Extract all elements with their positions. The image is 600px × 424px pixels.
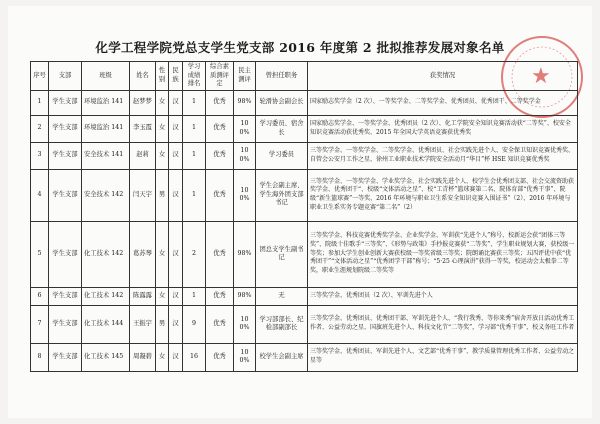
cell-rank: 1	[183, 90, 206, 115]
cell-vote: 100%	[234, 142, 256, 169]
cell-ethnicity: 汉	[169, 221, 183, 287]
cell-role: 学生会副主席、学生海外团支部书记	[256, 169, 308, 221]
table-row	[31, 305, 578, 343]
cell-eval: 优秀	[206, 115, 234, 142]
table-row	[31, 90, 578, 115]
cell-rank: 1	[183, 287, 206, 305]
cell-branch: 学生支部	[49, 305, 82, 343]
cell-name: 赵梦梦	[130, 90, 156, 115]
header-cell: 支部	[49, 62, 82, 91]
cell-no: 3	[31, 142, 49, 169]
cell-ethnicity: 汉	[169, 169, 183, 221]
table-row	[31, 142, 578, 169]
cell-no: 4	[31, 169, 49, 221]
cell-ethnicity: 汉	[169, 343, 183, 371]
table-row	[31, 169, 578, 221]
cell-vote: 100%	[234, 115, 256, 142]
cell-vote: 98%	[234, 221, 256, 287]
header-cell: 姓名	[130, 62, 156, 91]
cell-role: 学习委员	[256, 142, 308, 169]
cell-vote: 100%	[234, 343, 256, 371]
cell-gender: 女	[156, 142, 169, 169]
cell-class: 化工技术 145	[82, 343, 130, 371]
table-row	[31, 343, 578, 371]
document-title: 化学工程学院党总支学生党支部 2016 年度第 2 批拟推荐发展对象名单	[95, 40, 505, 55]
table-row	[31, 287, 578, 305]
cell-class: 安全技术 141	[82, 142, 130, 169]
header-cell: 民主测评	[234, 62, 256, 91]
cell-honors: 国家励志奖学金、一等奖学金、优秀团员（2 次）、化工学院安全知识竞赛活动获“二等奖”、校安全知识竞赛活动获优秀奖、2015 年全国大学英语竞赛获优秀奖	[308, 115, 578, 142]
cell-gender: 女	[156, 90, 169, 115]
cell-honors: 三等奖学金、科技竞赛优秀奖学金、企业奖学金、军训获“先进个人”称号、校新运会获“团体三等奖”、院级十佳歌手“三等奖”、《形势与政策》手抄报竞赛获“二等奖”、学生职业规划大赛，获校级一等奖；参加大学生创业创新大赛获校级一等奖省级三等奖；院朗诵比赛获三等奖；五四评优中获“优秀团干”“文体活动之星”“优秀团学干部”称号；“5·25 心理演讲”获得一等奖，校运动会太极拳二等奖，职业生涯规划院级二等奖等	[308, 221, 578, 287]
cell-branch: 学生支部	[49, 142, 82, 169]
cell-honors: 三等奖学金、优秀团员（2 次）、军训先进个人	[308, 287, 578, 305]
cell-honors: 三等奖学金、一等奖学金、学业奖学金、社会实践先进个人、校学生会优秀团支部、社会交流资助获奖学金、优秀团干“、校级“文体活动之星”、校“工青杯”篮球赛第二名、院体育部“优秀干事”、院级“新生篮球赛”一等奖、2016 年环境与职业卫生系安全知识竞赛入围证书”（2）、2016 年环境与职业卫生系实务专题竞赛“第二名”（2）	[308, 169, 578, 221]
cell-name: 周凝碧	[130, 343, 156, 371]
cell-role: 学习委员、宿舍长	[256, 115, 308, 142]
cell-gender: 男	[156, 169, 169, 221]
cell-no: 1	[31, 90, 49, 115]
cell-honors: 国家励志奖学金（2 次）、一等奖学金、二等奖学金、优秀团员、优秀团干、二等奖学金	[308, 90, 578, 115]
cell-no: 6	[31, 287, 49, 305]
cell-branch: 学生支部	[49, 169, 82, 221]
cell-branch: 学生支部	[49, 343, 82, 371]
cell-name: 葛苏琴	[130, 221, 156, 287]
cell-branch: 学生支部	[49, 90, 82, 115]
cell-eval: 优秀	[206, 343, 234, 371]
header-cell: 学习成绩排名	[183, 62, 206, 91]
cell-name: 王振宇	[130, 305, 156, 343]
cell-role: 学习部部长、纪检部副部长	[256, 305, 308, 343]
cell-gender: 女	[156, 115, 169, 142]
cell-eval: 优秀	[206, 90, 234, 115]
star-icon: ★	[531, 64, 551, 89]
cell-role: 无	[256, 287, 308, 305]
cell-name: 闫天宇	[130, 169, 156, 221]
header-cell: 民族	[169, 62, 183, 91]
cell-rank: 1	[183, 169, 206, 221]
document-page	[8, 6, 592, 418]
cell-honors: 三等奖学金、优秀团员、军训先进个人、文艺部“优秀干事”、教学质量管理优秀工作者、公益劳动之星等	[308, 343, 578, 371]
cell-class: 化工技术 142	[82, 287, 130, 305]
cell-ethnicity: 汉	[169, 115, 183, 142]
cell-ethnicity: 汉	[169, 142, 183, 169]
cell-role: 团总支学生副书记	[256, 221, 308, 287]
table-header-row	[31, 62, 578, 91]
cell-name: 陈露露	[130, 287, 156, 305]
cell-honors: 三等奖学金、一等奖学金、二等奖学金、优秀团员、社会实践先进个人、安全保卫知识竞赛优秀奖、自管会公安月工作之星、徐州工业职业技术学院安全活动月“华目”杯 HSE 知识竞赛优秀奖	[308, 142, 578, 169]
header-cell: 性别	[156, 62, 169, 91]
header-cell: 获奖情况	[308, 62, 578, 91]
cell-vote: 98%	[234, 90, 256, 115]
cell-vote: 100%	[234, 169, 256, 221]
table-row	[31, 221, 578, 287]
cell-class: 安全技术 142	[82, 169, 130, 221]
cell-class: 化工技术 144	[82, 305, 130, 343]
header-cell: 班级	[82, 62, 130, 91]
cell-ethnicity: 汉	[169, 287, 183, 305]
candidate-table	[30, 61, 578, 372]
cell-branch: 学生支部	[49, 221, 82, 287]
cell-eval: 优秀	[206, 169, 234, 221]
cell-ethnicity: 汉	[169, 305, 183, 343]
cell-rank: 1	[183, 115, 206, 142]
cell-class: 环境监治 141	[82, 90, 130, 115]
cell-role: 轮滑协会副会长	[256, 90, 308, 115]
cell-gender: 女	[156, 221, 169, 287]
cell-vote: 98%	[234, 287, 256, 305]
cell-ethnicity: 汉	[169, 90, 183, 115]
cell-role: 校学生会副主席	[256, 343, 308, 371]
cell-eval: 优秀	[206, 305, 234, 343]
cell-eval: 优秀	[206, 221, 234, 287]
cell-rank: 2	[183, 221, 206, 287]
cell-class: 环境监治 141	[82, 115, 130, 142]
cell-eval: 优秀	[206, 287, 234, 305]
cell-gender: 女	[156, 343, 169, 371]
cell-rank: 16	[183, 343, 206, 371]
cell-gender: 女	[156, 287, 169, 305]
cell-no: 2	[31, 115, 49, 142]
cell-eval: 优秀	[206, 142, 234, 169]
cell-gender: 男	[156, 305, 169, 343]
header-cell: 综合素质测评定	[206, 62, 234, 91]
header-cell: 曾担任职务	[256, 62, 308, 91]
cell-name: 赵莉	[130, 142, 156, 169]
cell-name: 李玉霞	[130, 115, 156, 142]
cell-class: 化工技术 142	[82, 221, 130, 287]
cell-no: 8	[31, 343, 49, 371]
cell-honors: 三等奖学金、优秀团员、优秀团干部、军训先进个人、“我行我秀，等你来秀”宿舍开放日活动优秀工作者、公益劳动之星、国旗班先进个人、科技文化节“二等奖”，学习部“优秀干事”、校义务旺工作者	[308, 305, 578, 343]
cell-rank: 1	[183, 142, 206, 169]
cell-no: 7	[31, 305, 49, 343]
header-cell: 序号	[31, 62, 49, 91]
cell-no: 5	[31, 221, 49, 287]
table-row	[31, 115, 578, 142]
cell-branch: 学生支部	[49, 287, 82, 305]
cell-rank: 9	[183, 305, 206, 343]
cell-vote: 100%	[234, 305, 256, 343]
cell-branch: 学生支部	[49, 115, 82, 142]
